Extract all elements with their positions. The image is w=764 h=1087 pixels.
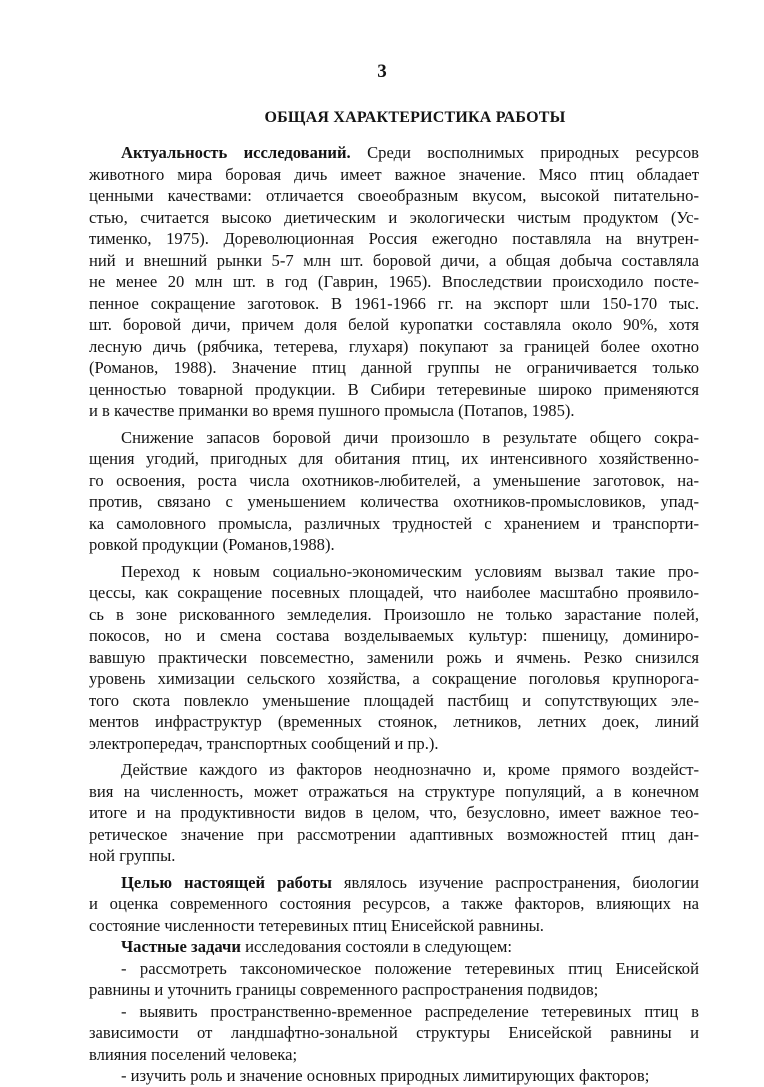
text-line — [89, 802, 699, 824]
line-text: электропередач, транспортных сообщений и пр.). — [89, 733, 439, 753]
line-text: стью, считается высоко диетическим и экологически чистым продуктом (Ус- — [89, 207, 699, 227]
line-text: не менее 20 млн шт. в год (Гаврин, 1965). Впоследствии происходило посте- — [89, 272, 699, 291]
paragraph — [89, 427, 699, 556]
paragraph — [89, 1065, 699, 1087]
line-text: го освоения, роста числа охотников-любителей, а уменьшение заготовок, на- — [89, 470, 699, 490]
text-line — [89, 185, 699, 207]
text-line — [89, 400, 699, 422]
text-line — [89, 271, 699, 293]
text-line — [89, 1044, 699, 1066]
text-line — [89, 314, 699, 336]
line-text: вия на численность, может отражаться на структуре популяций, а в конечном — [89, 781, 699, 801]
paragraph — [89, 1001, 699, 1066]
line-text: ретическое значение при рассмотрении адаптивных возможностей птиц дан- — [89, 824, 699, 844]
line-text: того скота повлекло уменьшение площадей пастбищ и сопутствующих эле- — [89, 690, 699, 710]
page-number: 3 — [377, 61, 387, 82]
paragraph — [89, 958, 699, 1001]
paragraph-lead: Частные задачи — [121, 937, 241, 956]
line-text: ний и внешний рынки 5-7 млн шт. боровой дичи, а общая добыча составляла — [89, 250, 699, 270]
text-line — [89, 893, 699, 915]
text-line — [89, 561, 699, 583]
line-text: состояние численности тетеревиных птиц Енисейской равнины. — [89, 915, 544, 935]
line-text: ровкой продукции (Романов,1988). — [89, 535, 335, 554]
line-text: ценными качествами: отличается своеобразным вкусом, высокой питательно- — [89, 186, 699, 205]
line-text: - рассмотреть таксономическое положение тетеревиных птиц Енисейской — [121, 958, 699, 978]
text-line — [89, 448, 699, 470]
text-line — [89, 427, 699, 449]
text-line — [89, 668, 699, 690]
line-text: Среди восполнимых природных ресурсов — [350, 143, 699, 162]
text-line — [89, 845, 699, 867]
line-text: зависимости от ландшафтно-зональной структуры Енисейской равнины и — [89, 1023, 699, 1042]
paragraph-lead: Целью настоящей работы — [121, 872, 332, 892]
text-line — [89, 491, 699, 513]
line-text: против, связано с уменьшением количества охотников-промысловиков, упад- — [89, 492, 699, 511]
paragraph — [89, 142, 699, 422]
text-line — [89, 781, 699, 803]
text-line — [89, 1065, 699, 1087]
line-text: вавшую практически повсеместно, заменили рожь и ячмень. Резко снизился — [89, 647, 699, 667]
line-text: (Романов, 1988). Значение птиц данной группы не ограничивается только — [89, 358, 699, 377]
line-text: щения угодий, пригодных для обитания птиц, их интенсивного хозяйственно- — [89, 449, 699, 468]
text-line — [89, 164, 699, 186]
text-line — [89, 647, 699, 669]
line-text: уровень химизации сельского хозяйства, а сокращение поголовья крупнорога- — [89, 669, 699, 688]
text-line — [89, 357, 699, 379]
line-text: пенное сокращение заготовок. В 1961-1966 гг. на экспорт шли 150-170 тыс. — [89, 293, 699, 313]
text-line — [89, 625, 699, 647]
body-text — [89, 142, 699, 1087]
line-text: ментов инфраструктур (временных стоянок, летников, летних доек, линий — [89, 712, 699, 731]
text-line — [89, 336, 699, 358]
line-text: ной группы. — [89, 846, 176, 865]
line-text: и в качестве приманки во время пушного промысла (Потапов, 1985). — [89, 401, 575, 420]
line-text: - изучить роль и значение основных природных лимитирующих факторов; — [121, 1066, 650, 1085]
line-text: ценностью товарной продукции. В Сибири тетеревиные широко применяются — [89, 379, 699, 399]
text-line — [89, 250, 699, 272]
text-line — [89, 379, 699, 401]
text-line — [89, 534, 699, 556]
line-text: Переход к новым социально-экономическим условиям вызвал такие про- — [121, 561, 699, 581]
text-line — [89, 470, 699, 492]
text-line — [89, 958, 699, 980]
line-text: равнины и уточнить границы современного распространения подвидов; — [89, 980, 599, 999]
paragraph — [89, 561, 699, 755]
line-text: Снижение запасов боровой дичи произошло в результате общего сокра- — [121, 427, 699, 447]
line-text: животного мира боровая дичь имеет важное значение. Мясо птиц обладает — [89, 164, 699, 184]
paragraph — [89, 936, 699, 958]
paragraph-lead: Актуальность исследований. — [121, 143, 351, 162]
line-text: являлось изучение распространения, биологии — [331, 872, 699, 892]
text-line — [89, 759, 699, 781]
text-line — [89, 582, 699, 604]
paragraph — [89, 872, 699, 937]
line-text: влияния поселений человека; — [89, 1044, 298, 1064]
line-text: сь в зоне рискованного земледелия. Произошло не только зарастание полей, — [89, 604, 699, 624]
text-line — [89, 979, 699, 1001]
line-text: тименко, 1975). Дореволюционная Россия ежегодно поставляла на внутрен- — [89, 229, 699, 248]
text-line — [89, 1022, 699, 1044]
text-line — [89, 142, 699, 164]
line-text: итоге и на продуктивности видов в целом, что, безусловно, имеет важное тео- — [89, 803, 699, 822]
line-text: покосов, но и смена состава возделываемых культур: пшеницу, доминиро- — [89, 626, 699, 645]
line-text: и оценка современного состояния ресурсов, а также факторов, влияющих на — [89, 894, 699, 913]
text-line — [89, 872, 699, 894]
section-title: ОБЩАЯ ХАРАКТЕРИСТИКА РАБОТЫ — [264, 109, 566, 126]
line-text: цессы, как сокращение посевных площадей, что наиболее масштабно проявило- — [89, 583, 699, 602]
text-line — [89, 824, 699, 846]
text-line — [89, 915, 699, 937]
text-line — [89, 711, 699, 733]
text-line — [89, 733, 699, 755]
text-line — [89, 293, 699, 315]
text-line — [89, 207, 699, 229]
line-text: шт. боровой дичи, причем доля белой куропатки составляла около 90%, хотя — [89, 315, 699, 334]
line-text: исследования состояли в следующем: — [240, 937, 512, 956]
text-line — [89, 1001, 699, 1023]
paragraph — [89, 759, 699, 867]
line-text: - выявить пространственно-временное распределение тетеревиных птиц в — [121, 1001, 699, 1021]
line-text: Действие каждого из факторов неоднозначно и, кроме прямого воздейст- — [121, 760, 699, 779]
text-line — [89, 936, 699, 958]
text-line — [89, 604, 699, 626]
text-line — [89, 513, 699, 535]
text-line — [89, 228, 699, 250]
line-text: лесную дичь (рябчика, тетерева, глухаря) покупают за границей более охотно — [89, 336, 699, 356]
text-line — [89, 690, 699, 712]
line-text: ка самоловного промысла, различных трудностей с хранением и транспорти- — [89, 513, 699, 533]
